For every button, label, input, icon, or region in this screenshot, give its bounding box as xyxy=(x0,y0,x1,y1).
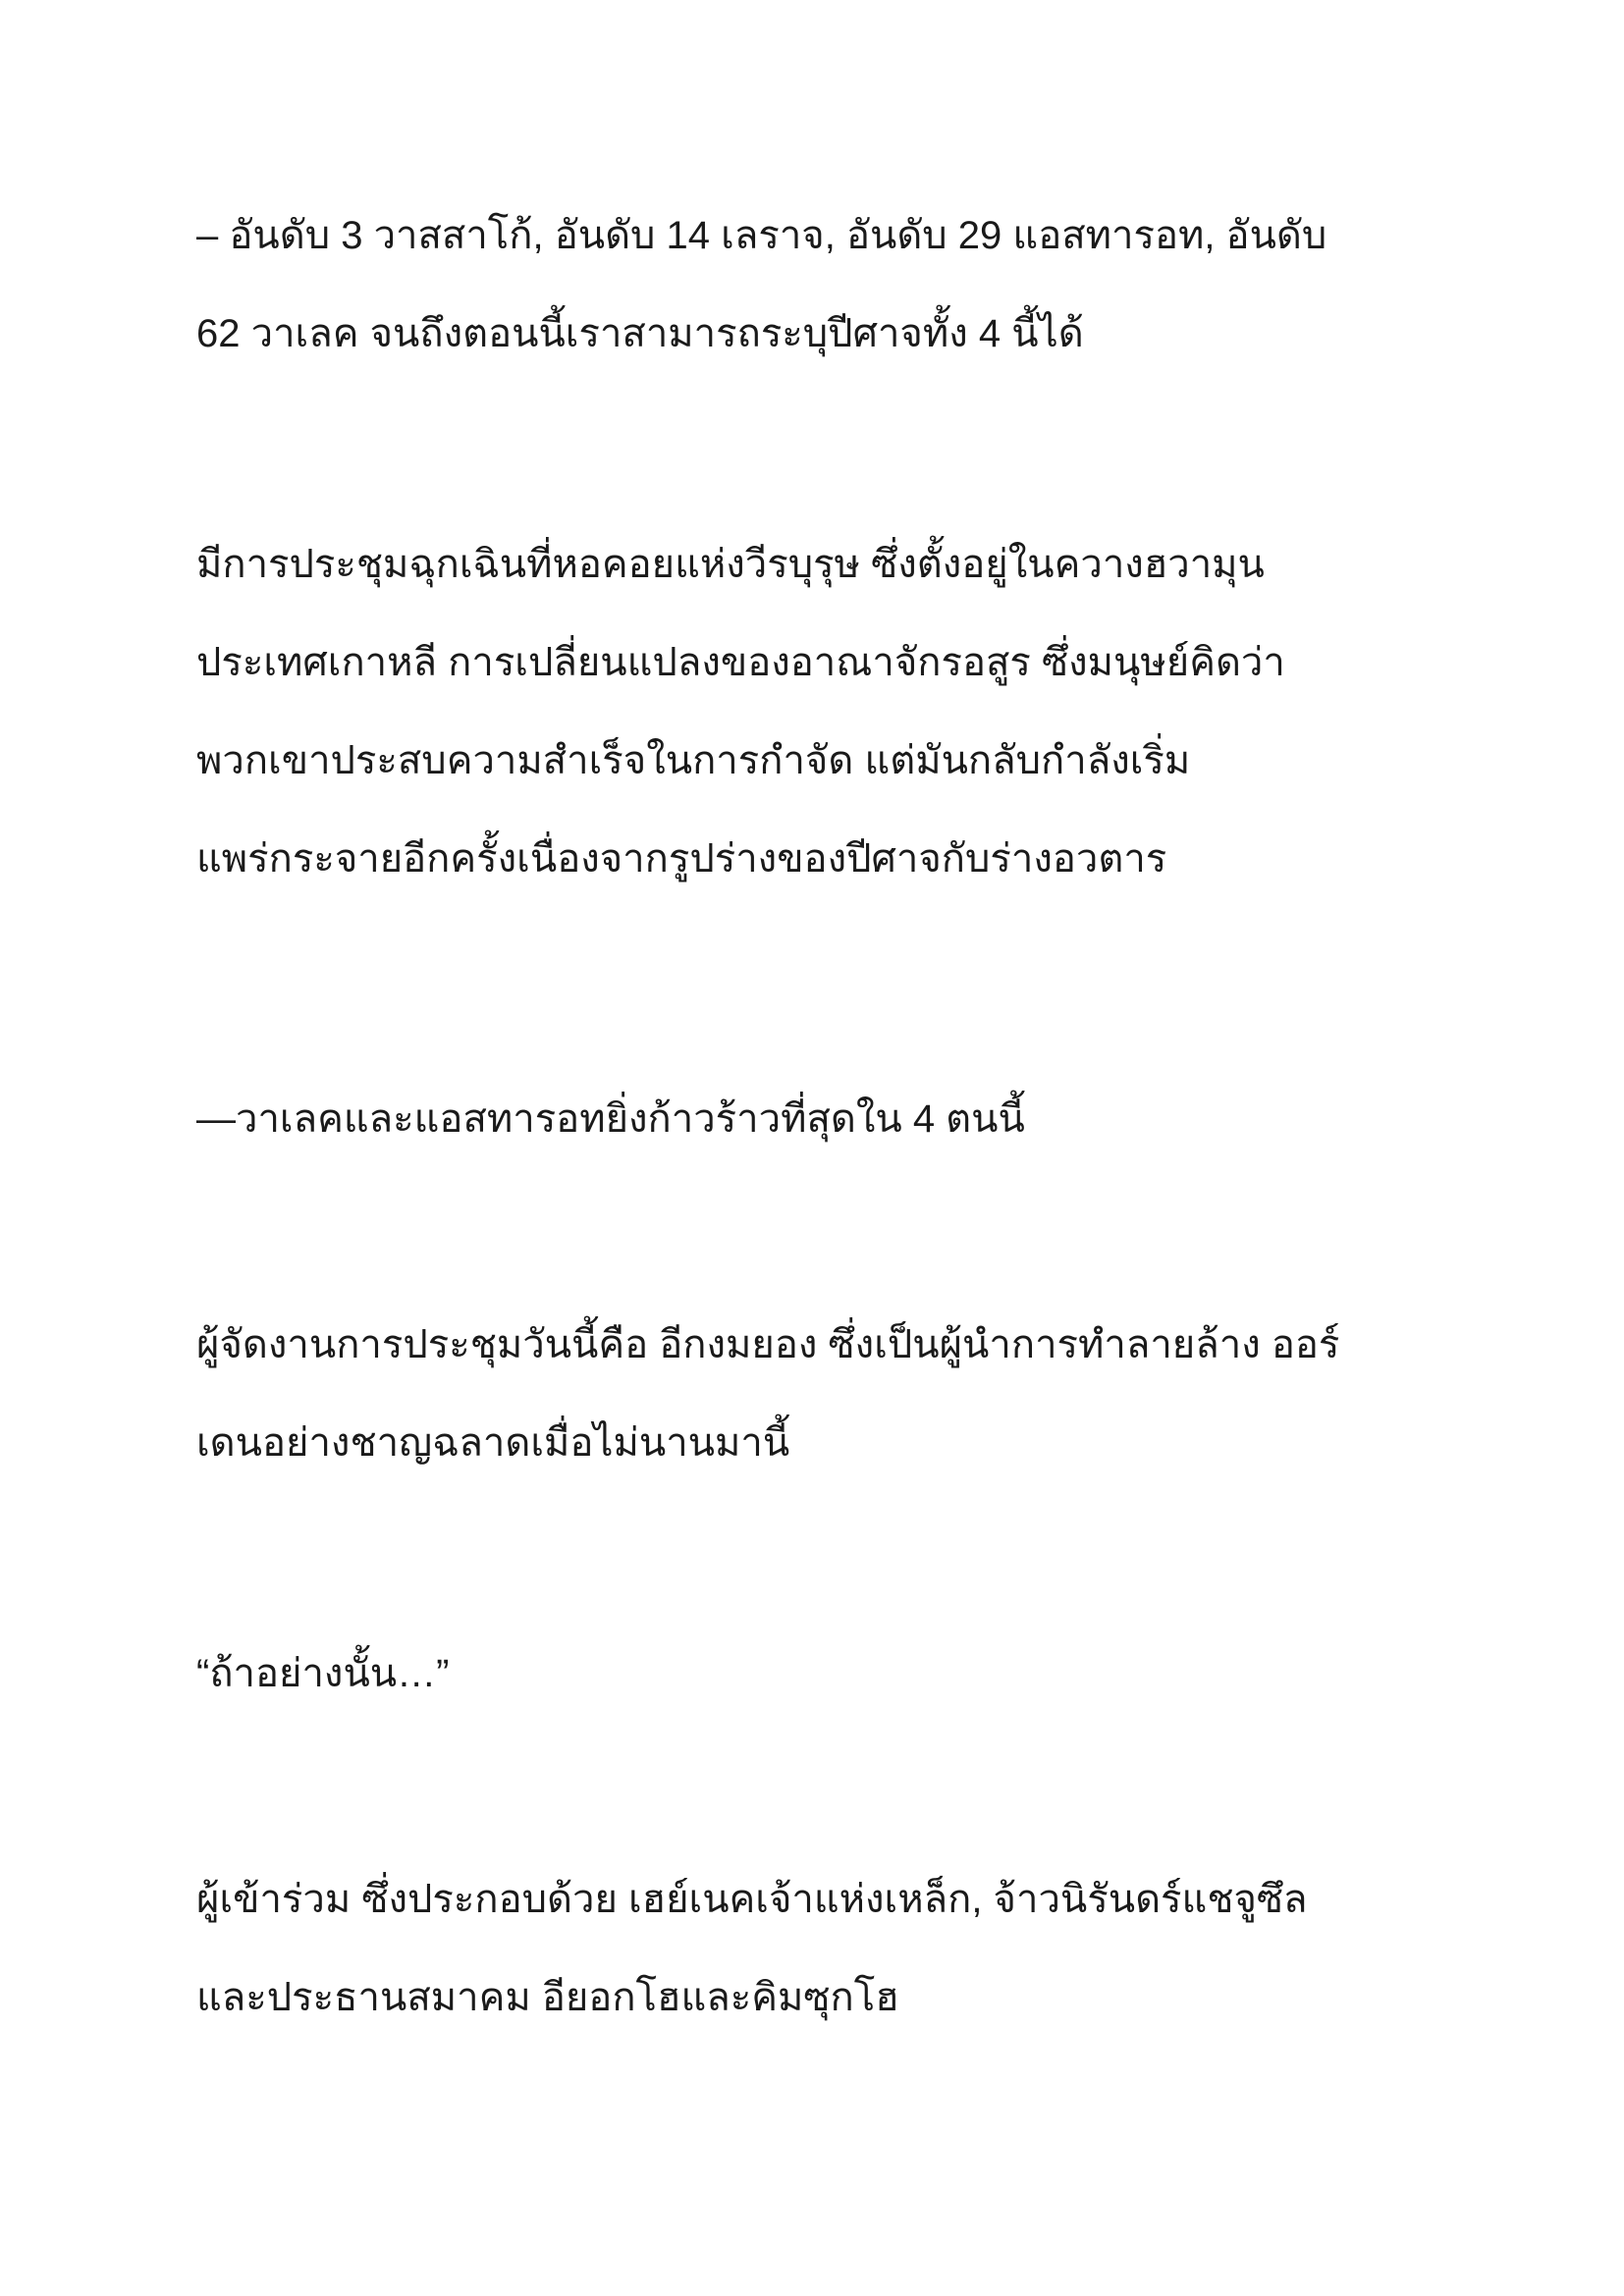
text-line: เดนอย่างชาญฉลาดเมื่อไม่นานมานี้ xyxy=(196,1421,790,1465)
text-line: และประธานสมาคม อียอกโฮและคิมซุกโฮ xyxy=(196,1976,899,2019)
text-line: ผู้เข้าร่วม ซึ่งประกอบด้วย เฮย์เนคเจ้าแห่งเหล็ก, จ้าวนิรันดร์แชจูซึล xyxy=(196,1878,1308,1921)
text-line: “ถ้าอย่างนั้น…” xyxy=(196,1652,450,1695)
paragraph-emergency-meeting xyxy=(196,515,1453,908)
text-line: 62 วาเลค จนถึงตอนนี้เราสามารถระบุปีศาจทั้ง 4 นี้ได้ xyxy=(196,312,1084,355)
text-line: – อันดับ 3 วาสสาโก้, อันดับ 14 เลราจ, อันดับ 29 แอสทารอท, อันดับ xyxy=(196,214,1327,257)
paragraph-meeting-organizer xyxy=(196,1296,1453,1492)
text-line: ประเทศเกาหลี การเปลี่ยนแปลงของอาณาจักรอสูร ซึ่งมนุษย์คิดว่า xyxy=(196,641,1285,684)
text-line: แพร่กระจายอีกครั้งเนื่องจากรูปร่างของปีศาจกับร่างอวตาร xyxy=(196,837,1167,881)
text-line: มีการประชุมฉุกเฉินที่หอคอยแห่งวีรบุรุษ ซึ่งตั้งอยู่ในควางฮวามุน xyxy=(196,543,1265,586)
text-line: —วาเลคและแอสทารอทยิ่งก้าวร้าวที่สุดใน 4 ตนนี้ xyxy=(196,1097,1025,1141)
text-line: ผู้จัดงานการประชุมวันนี้คือ อีกงมยอง ซึ่งเป็นผู้นำการทำลายล้าง ออร์ xyxy=(196,1323,1340,1366)
paragraph-aggressive-demons xyxy=(196,1070,1453,1168)
paragraph-dialogue xyxy=(196,1625,1453,1723)
paragraph-participants xyxy=(196,1850,1453,2047)
text-line: พวกเขาประสบความสำเร็จในการกำจัด แต่มันกลับกำลังเริ่ม xyxy=(196,739,1191,782)
paragraph-demon-ranks xyxy=(196,187,1453,383)
